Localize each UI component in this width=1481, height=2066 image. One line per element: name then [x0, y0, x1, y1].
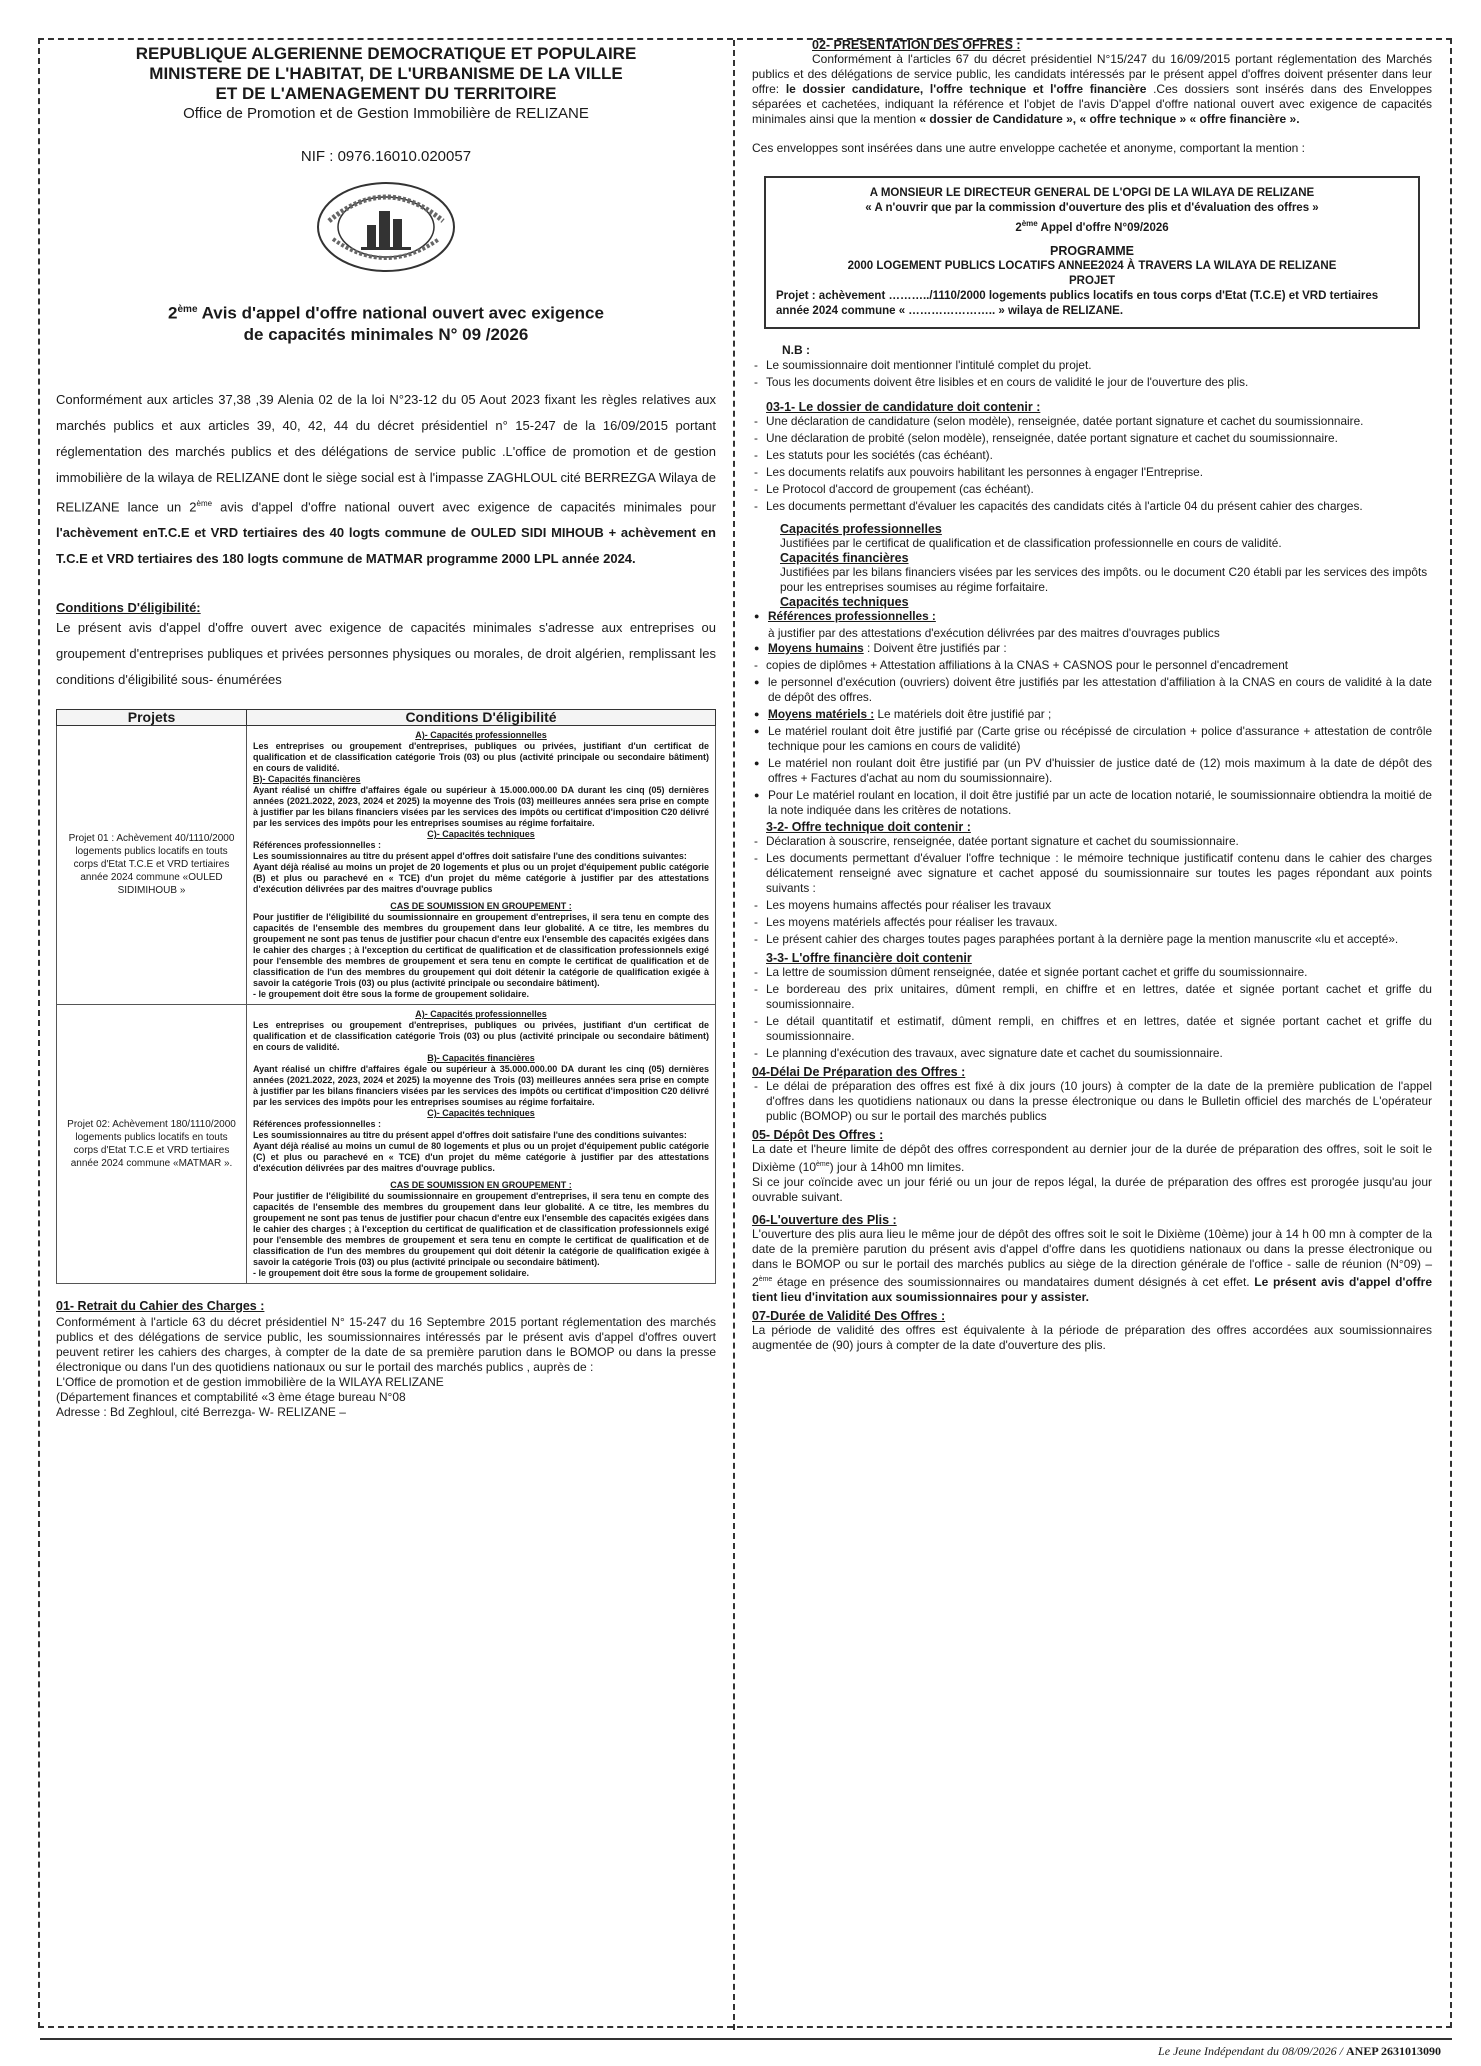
cond-a-text: Les entreprises ou groupement d'entreprises, publiques ou privées, justifiant d'un certificat de qualification et de classification catégorie Trois (03) ou plus (activité principale ou secondaire bâtiment) en cours de validité. [253, 740, 709, 773]
retrait-title: 01- Retrait du Cahier des Charges : [56, 1298, 265, 1313]
list-item: - Le Protocol d'accord de groupement (cas échéant). [752, 482, 1432, 497]
list-item: - Le détail quantitatif et estimatif, dûment rempli, en chiffres et en lettres, datée et signée portant cachet et griffe du soumissionnaire. [752, 1014, 1432, 1044]
cond-c-text1: Les soumissionnaires au titre du présent appel d'offres doit satisfaire l'une des conditions suivantes: [253, 850, 687, 861]
avis-sup: ème [177, 304, 198, 315]
cond-c-ref: Références professionnelles : [253, 1118, 382, 1129]
delai-title: 04-Délai De Préparation des Offres : [752, 1064, 966, 1079]
ref-text: à justifier par des attestations d'exécution délivrées par des maitres d'ouvrages publics [768, 625, 1220, 640]
cond-c-text1: Les soumissionnaires au titre du présent appel d'offres doit satisfaire l'une des conditions suivantes: [253, 1129, 687, 1140]
ouverture-bold: Le présent avis d'appel d'offre tient lieu d'invitation aux soumissionnaires pour y assister. [752, 1274, 1433, 1304]
avis-number: 2 [168, 303, 178, 323]
dossier-title: 03-1- Le dossier de candidature doit contenir : [766, 399, 1041, 414]
list-item: - Les statuts pour les sociétés (cas échéant). [752, 448, 1432, 463]
retrait-text: Conformément à l'article 63 du décret présidentiel N° 15-247 du 16 Septembre 2015 portant réglementation des marchés publics et des délégations de service public, les soumissionnaires intéressés par le présent avis d'appel d'offres ouvert peuvent retirer les cahiers des charges, à compter de la date de sa première parution dans le BOMOP ou dans la presse électronique ou dans l'un des quotidiens nationaux ou sur le portail des marchés publics , auprès de : [56, 1314, 716, 1374]
list-item: ● le personnel d'exécution (ouvriers) doivent être justifiés par les attestation d'affiliation à la CNAS en cours de validité à la date de dépôt des offres. [752, 675, 1432, 705]
financiere-list [752, 965, 1432, 1061]
cond-c-ref: Références professionnelles : [253, 839, 382, 850]
box-line-1: A MONSIEUR LE DIRECTEUR GENERAL DE L'OPGI DE LA WILAYA DE RELIZANE [869, 187, 1315, 199]
table-row [57, 725, 716, 1004]
cond-c-title: C)- Capacités techniques [427, 1107, 535, 1118]
cap-prof-text: Justifiées par le certificat de qualification et de classification professionnelle en cours de validité. [780, 535, 1282, 550]
intro-text: Conformément aux articles 37,38 ,39 Alenia 02 de la loi N°23-12 du 05 Aout 2023 fixant les règles relatives aux marchés publics et aux articles 39, 40, 42, 44 du décret présidentiel n° 15-247 de la 16/09/2015 portant réglementation des marchés publics et des délégations de service public .L'office de promotion et de gestion immobilière de la wilaya de RELIZANE dont le siège social est à l'impasse ZAGHLOUL cité BERREZGA Wilaya de RELIZANE lance un 2 [56, 391, 716, 514]
footer-source [1158, 2044, 1441, 2059]
footer-rule [40, 2038, 1452, 2040]
list-item: - copies de diplômes + Attestation affiliations à la CNAS + CASNOS pour le personnel d'encadrement [752, 658, 1432, 673]
avis-title-line1: Avis d'appel d'offre national ouvert avec exigence [197, 303, 604, 323]
left-column [56, 44, 716, 1420]
moyens-humains-title: Moyens humains [768, 640, 864, 655]
avis-title-line2: de capacités minimales N° 09 /2026 [243, 324, 529, 344]
cap-tech-title: Capacités techniques [780, 594, 909, 609]
box-num: 2 [1015, 221, 1022, 234]
moyens-materiels-text: Le matériels doit être justifié par ; [874, 706, 1052, 721]
ministry-line: MINISTERE DE L'HABITAT, DE L'URBANISME DE LA VILLE [149, 64, 623, 83]
nb-list [752, 358, 1432, 390]
presentation-title: 02- PRESENTATION DES OFFRES : [812, 38, 1021, 52]
cond-g-end: - le groupement doit être sous la forme de groupement solidaire. [253, 988, 530, 999]
list-item: - Les documents permettant d'évaluer les capacités des candidats cités à l'article 04 du présent cahier des charges. [752, 499, 1432, 514]
list-item [752, 707, 1432, 722]
list-item: - Les documents relatifs aux pouvoirs habilitant les personnes à engager l'Entreprise. [752, 465, 1432, 480]
box-programme: PROGRAMME [1049, 243, 1135, 258]
cond-b-title: B)- Capacités financières [427, 1052, 535, 1063]
office-line: Office de Promotion et de Gestion Immobilière de RELIZANE [183, 105, 589, 122]
technique-title: 3-2- Offre technique doit contenir : [766, 819, 971, 834]
intro-text-2: avis d'appel d'offre national ouvert avec exigence de capacités minimales pour [212, 498, 716, 514]
ouverture-text-a: L'ouverture des plis aura lieu le même jour de dépôt des offres soit le soit le Dixième (10ème) jour à 14 h 00 mn à compter de la date de la première parution du présent avis d'appel d'offre dans les quotidiens nationaux ou dans la presse électronique ou dans le BOMOP ou sur le portail des marchés publics au siège de la direction générale de l'office - salle de réunion (N°09) – 2 [752, 1226, 1432, 1289]
list-item: - Le planning d'exécution des travaux, avec signature date et cachet du soumissionnaire. [752, 1046, 1432, 1061]
conditions-cell [247, 725, 716, 1004]
box-line-2: « A n'ouvrir que par la commission d'ouverture des plis et d'évaluation des offres » [865, 202, 1319, 214]
envelope-box [764, 176, 1420, 329]
retrait-address-2: (Département finances et comptabilité «3 ème étage bureau N°08 [56, 1389, 406, 1404]
intro-paragraph [56, 387, 716, 572]
depot-text-b: ) jour à 14h00 mn limites. [829, 1159, 965, 1174]
list-item: - Le bordereau des prix unitaires, dûment rempli, en chiffre et en lettres, datée et signée portant cachet et griffe du soumissionnaire. [752, 982, 1432, 1012]
presentation-bold: le dossier candidature, l'offre technique et l'offre financière [785, 82, 1147, 96]
list-item: - Les moyens humains affectés pour réaliser les travaux [752, 898, 1432, 913]
moyens-humains-items [752, 658, 1432, 673]
republic-line: REPUBLIQUE ALGERIENNE DEMOCRATIQUE ET POPULAIRE [135, 44, 637, 63]
depot-title: 05- Dépôt Des Offres : [752, 1127, 884, 1142]
depot-sup: ème [816, 1160, 830, 1168]
cond-g-title: CAS DE SOUMISSION EN GROUPEMENT : [390, 1179, 572, 1190]
presentation-text-a: Conformément à l'articles 67 du décret présidentiel N°15/247 du 16/09/2015 portant réglementation des Marchés publics et des délégations de service public, les candidats intéressés par le présent appel d'offres doivent présenter dans leur offre: [752, 52, 1432, 96]
opgi-seal-icon [311, 177, 461, 277]
conditions-cell [247, 1004, 716, 1283]
col-conditions: Conditions D'éligibilité [247, 709, 716, 725]
moyens-humains-text: : Doivent être justifiés par : [863, 640, 1007, 655]
cond-a-text: Les entreprises ou groupement d'entreprises, publiques ou privées, justifiant d'un certificat de qualification et de classification catégorie Trois (03) ou plus (activité principale ou secondaire bâtiment) en cours de validité. [253, 1019, 709, 1052]
cond-c-text2: Ayant déjà réalisé au moins un projet de 20 logements et plus ou un projet d'équipement public catégorie (B) et plus ou parachevé en « TCE) d'un projet du même catégorie à justifier par des attestations d'exécution délivrées par des maitres d'ouvrage publics [253, 861, 709, 894]
cond-b-text: Ayant réalisé un chiffre d'affaires égale ou supérieur à 35.000.000.00 DA durant les cinq (05) dernières années (2021.2022, 2023, 2024 et 2025) la moyenne des Trois (03) meilleures années sera prise en compte à justifier par les bilans financiers visées par les services des impôts ou certificat d'imposition C20 délivré par les services des impôts pour les entreprises soumises au régime forfaitaire. [253, 1063, 709, 1107]
col-projets: Projets [57, 709, 247, 725]
box-line-7: Projet : achèvement ………../1110/2000 logements publics locatifs en tous corps d'Etat (T.C.E) et VRD tertiaires année 2024 commune « ………………….. » wilaya de RELIZANE. [776, 289, 1379, 317]
eligibility-text: Le présent avis d'appel d'offre ouvert avec exigence de capacités minimales s'adresse aux entreprises ou groupement d'entreprises publiques et privées personnes physiques ou morales, de droit algérien, remplissant les conditions d'éligibilité sous- énumérées [56, 619, 716, 687]
cap-fin-title: Capacités financières [780, 550, 909, 565]
list-item: ● Pour Le matériel roulant en location, il doit être justifié par un acte de location notarié, le soumissionnaire obtiendra la moitié de la note indiquée dans les critères de notations. [752, 788, 1432, 818]
cond-c-title: C)- Capacités techniques [427, 828, 535, 839]
financiere-title: 3-3- L'offre financière doit contenir [766, 950, 972, 965]
opgi-logo [311, 177, 461, 277]
list-item: - Le délai de préparation des offres est fixé à dix jours (10 jours) à compter de la date de la première publication de l'appel d'offres dans les quotidiens nationaux ou dans la presse électronique ou dans le Bulletin officiel des marchés de L'opérateur public (BOMOP) ou sur le portail des marchés publics [752, 1079, 1432, 1124]
cond-g-end: - le groupement doit être sous la forme de groupement solidaire. [253, 1267, 530, 1278]
validite-title: 07-Durée de Validité Des Offres : [752, 1308, 946, 1323]
retrait-address-1: L'Office de promotion et de gestion immobilière de la WILAYA RELIZANE [56, 1374, 444, 1389]
list-item [752, 641, 1432, 656]
ouverture-title: 06-L'ouverture des Plis : [752, 1212, 897, 1227]
list-item: - Une déclaration de probité (selon modèle), renseignée, datée portant signature et cachet du soumissionnaire. [752, 431, 1432, 446]
ouverture-text-b: étage en présence des soumissionnaires ou mandataires dument désignés à cet effet. [772, 1274, 1255, 1289]
presentation-text-b: .Ces dossiers sont insérés dans des Enveloppes séparées et cachetées, indiquant la référence et l'objet de l'avis D'appel d'offre national ouvert avec exigence de capacités minimales ainsi que la mention [752, 82, 1432, 126]
ministry-line-2: ET DE L'AMENAGEMENT DU TERRITOIRE [215, 84, 557, 103]
eligibility-table [56, 709, 716, 1284]
presentation-text [752, 52, 1432, 127]
cond-g-text: Pour justifier de l'éligibilité du soumissionnaire en groupement d'entreprises, il sera tenu en compte des capacités de l'ensemble des membres du groupement dans leur globalité. A ce titre, les membres du groupement ne sont pas tenus de justifier pour chacun d'entre eux l'ensemble des capacités exigées dans le cahier des charges ; à l'exception du certificat de qualification et de classification professionnels exigé pour l'ensemble des membres de groupement et sera tenu en compte le certificat de qualification et de classification de l'un des membres du groupement qui doit détenir la catégorie de qualification exigée à savoir la catégorie Trois (03) ou plus (activité principale ou secondaire bâtiment). [253, 1190, 709, 1267]
cond-a-title: A)- Capacités professionnelles [415, 729, 547, 740]
box-line-3 [776, 216, 1408, 236]
depot-text [752, 1142, 1432, 1175]
moyens-humains-list [752, 641, 1432, 656]
list-item: - La lettre de soumission dûment renseignée, datée et signée portant cachet et griffe du soumissionnaire. [752, 965, 1432, 980]
dossier-list [752, 414, 1432, 514]
footer-paper: Le Jeune Indépendant du 08/09/2026 / [1158, 2044, 1346, 2058]
moyens-materiels-title: Moyens matériels : [768, 706, 875, 721]
validite-text: La période de validité des offres est équivalente à la période de préparation des offres accordées aux soumissionnaires augmentée de (90) jours à compter de la date d'ouverture des plis. [752, 1322, 1432, 1352]
presentation-bold-2: « dossier de Candidature », « offre technique » « offre financière ». [919, 112, 1300, 126]
depot-text-2: Si ce jour coïncide avec un jour férié ou un jour de repos légal, la durée de préparation des offres est prorogée jusqu'au jour ouvrable suivant. [752, 1174, 1432, 1204]
retrait-section [56, 1298, 716, 1420]
list-item: ● Le matériel roulant doit être justifié par (Carte grise ou récépissé de circulation + police d'assurance + attestation de contrôle technique pour les camions en cours de validité) [752, 724, 1432, 754]
project-cell: Projet 01 : Achèvement 40/1110/2000 logements publics locatifs en touts corps d'Etat T.C.E et VRD tertiaires année 2024 commune «OULED SIDIMIHOUB » [57, 725, 247, 1004]
box-projet: PROJET [1068, 274, 1115, 287]
cond-b-text: Ayant réalisé un chiffre d'affaires égale ou supérieur à 15.000.000.00 DA durant les cinq (05) dernières années (2021.2022, 2023, 2024 et 2025) la moyenne des Trois (03) meilleures années sera prise en compte à justifier par les bilans financiers visées par les services des impôts ou certificat d'imposition C20 délivré par les services des impôts pour les entreprises soumises au régime forfaitaire. [253, 784, 709, 828]
eligibility-title: Conditions D'éligibilité: [56, 599, 201, 615]
list-item: - Les documents permettant d'évaluer l'offre technique : le mémoire technique justificatif contenu dans le cahier des charges délicatement renseigné avec signature et cachet apposé du soumissionnaire sur toutes les pages répondant aux points suivants : [752, 851, 1432, 896]
cond-a-title: A)- Capacités professionnelles [415, 1008, 547, 1019]
project-cell: Projet 02: Achèvement 180/1110/2000 logements publics locatifs en touts corps d'Etat T.C.E et VRD tertiaires année 2024 commune «MATMAR ». [57, 1004, 247, 1283]
nb-title: N.B : [782, 342, 810, 357]
list-item: - Le soumissionnaire doit mentionner l'intitulé complet du projet. [752, 358, 1432, 373]
technique-list [752, 834, 1432, 947]
cond-g-text: Pour justifier de l'éligibilité du soumissionnaire en groupement d'entreprises, il sera tenu en compte des capacités de l'ensemble des membres du groupement dans leur globalité. A ce titre, les membres du groupement ne sont pas tenus de justifier pour chacun d'entre eux l'ensemble des capacités exigées dans le cahier des charges ; à l'exception du certificat de qualification et de classification professionnels exigé pour l'ensemble des membres de groupement et sera tenu en compte le certificat de qualification et de classification de l'un des membres du groupement qui doit détenir la catégorie de qualification exigée à savoir la catégorie Trois (03) ou plus (activité principale ou secondaire bâtiment). [253, 911, 709, 988]
ref-title: Références professionnelles : [768, 608, 936, 623]
tech-list [752, 609, 1432, 624]
ouverture-sup: ème [758, 1275, 773, 1283]
avis-title [56, 299, 716, 345]
depot-text-a: La date et l'heure limite de dépôt des offres correspondent au dernier jour de la durée de préparation des offres, soit le soit le Dixième (10 [752, 1141, 1432, 1174]
column-divider [733, 40, 735, 2030]
box-line-5: 2000 LOGEMENT PUBLICS LOCATIFS ANNEE2024 À TRAVERS LA WILAYA DE RELIZANE [847, 259, 1337, 272]
nif-number: NIF : 0976.16010.020057 [300, 148, 472, 165]
intro-object: l'achèvement enT.C.E et VRD tertiaires des 40 logts commune de OULED SIDI MIHOUB + achèvement en T.C.E et VRD tertiaires des 180 logts commune de MATMAR programme 2000 LPL année 2024. [56, 524, 716, 566]
list-item: - Déclaration à souscrire, renseignée, datée portant signature et cachet du soumissionnaire. [752, 834, 1432, 849]
list-item: - Tous les documents doivent être lisibles et en cours de validité le jour de l'ouverture des plis. [752, 375, 1432, 390]
cond-c-text2: Ayant déjà réalisé au moins un cumul de 80 logements et plus ou un projet d'équipement public catégorie (C) et plus ou parachevé en « TCE) d'un projet du même catégorie à justifier par des attestations d'exécution délivrées par des maitres d'ouvrage publics. [253, 1140, 709, 1173]
right-column [752, 38, 1432, 1353]
box-appel: Appel d'offre N°09/2026 [1037, 221, 1169, 234]
box-sup: ème [1021, 219, 1038, 228]
delai-list [752, 1079, 1432, 1124]
list-item: - Les moyens matériels affectés pour réaliser les travaux. [752, 915, 1432, 930]
list-item: - Une déclaration de candidature (selon modèle), renseignée, datée portant signature et cachet du soumissionnaire. [752, 414, 1432, 429]
cond-b-title: B)- Capacités financières [253, 773, 361, 784]
retrait-address-3: Adresse : Bd Zeghloul, cité Berrezga- W- RELIZANE – [56, 1404, 346, 1419]
ouverture-text [752, 1227, 1432, 1305]
footer-anep: ANEP 2631013090 [1345, 2044, 1441, 2058]
list-item [752, 609, 1432, 624]
cond-g-title: CAS DE SOUMISSION EN GROUPEMENT : [390, 900, 572, 911]
intro-sup: ème [196, 498, 213, 508]
table-row [57, 1004, 716, 1283]
list-item: - Le présent cahier des charges toutes pages paraphées portant à la dernière page la mention manuscrite «lu et accepté». [752, 932, 1432, 947]
list-item: ● Le matériel non roulant doit être justifié par (un PV d'huissier de justice daté de (12) mois maximum à la date de dépôt des offres + Factures d'achat au nom du soumissionnaire). [752, 756, 1432, 786]
moyens-humains-bullets [752, 675, 1432, 818]
cap-prof-title: Capacités professionnelles [780, 521, 942, 536]
cap-fin-text: Justifiées par les bilans financiers visées par les services des impôts. ou le document C20 établi par les services des impôts pour les entreprises soumises au régime forfaitaire. [780, 564, 1428, 594]
table-header-row [57, 709, 716, 725]
presentation-text-2: Ces enveloppes sont insérées dans une autre enveloppe cachetée et anonyme, comportant la mention : [752, 141, 1306, 155]
